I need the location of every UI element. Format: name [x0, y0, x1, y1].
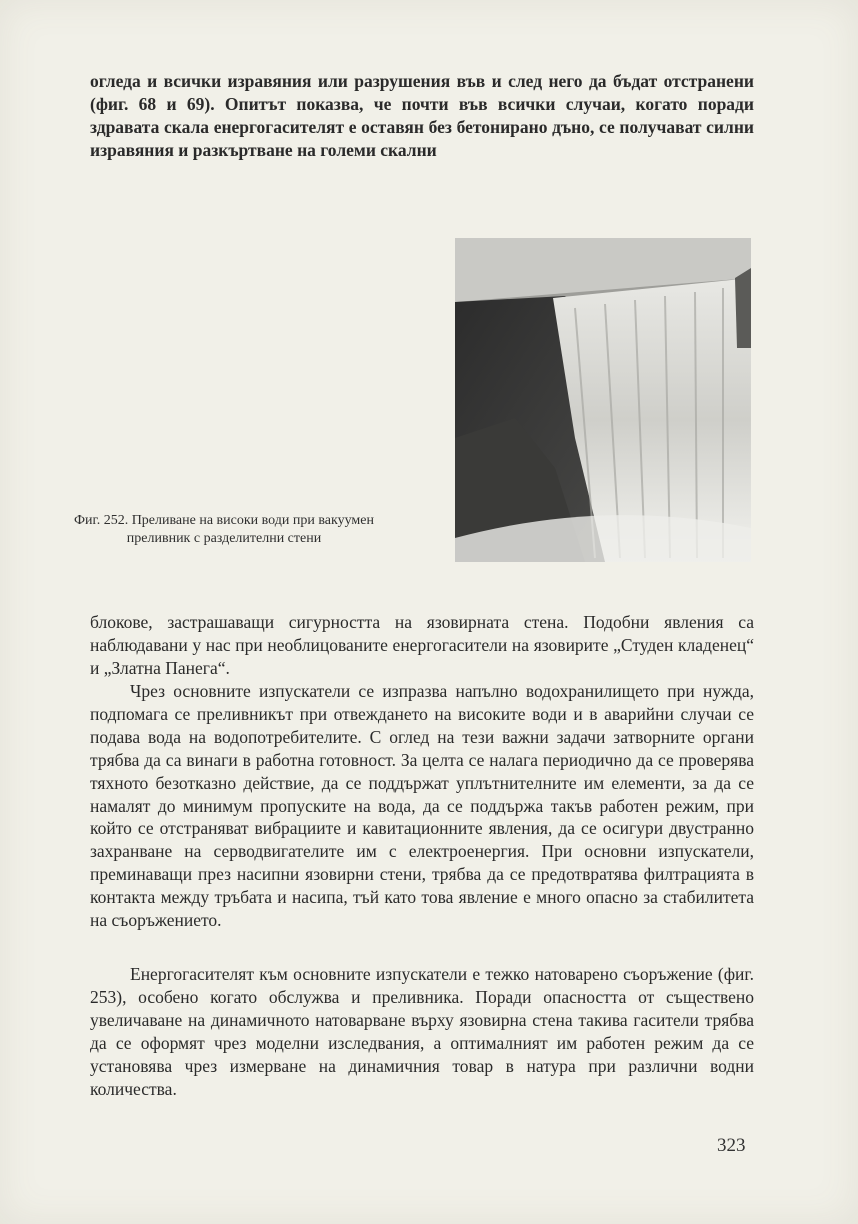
body-paragraph-continuation: блокове, застрашаващи сигурността на язовирната стена. Подобни явления са наблюдавани у нас при необлицованите енергогасители на язовирите „Студен кладенец“ и „Златна Панега“. — [90, 612, 754, 678]
page-number: 323 — [717, 1135, 746, 1156]
body-paragraph-2: Чрез основните изпускатели се изпразва напълно водохранилището при нужда, подпомага се преливникът при отвеждането на високите води и в аварийни случаи се подава вода на водопотребителите. С оглед на тези важни задачи затворните органи трябва да са винаги в работна готовност. За целта се налага периодично да се проверява тяхното безотказно действие, да се поддържат уплътнителните им елементи, за да се намалят до минимум пропуските на вода, да се поддържа такъв работен режим, при който се отстраняват вибрациите и кавитационните явления, да се осигури двустранно захранване на серводвигателите им с електроенергия. При основни изпускатели, преминаващи през насипни язовирни стени, трябва да се предотвратява филтрацията в контакта между тръбата и насипа, тъй като това явление е много опасно за стабилитета на съоръжението. — [90, 681, 754, 931]
figure-photo-spillway — [455, 238, 751, 562]
body-paragraph-top: огледа и всички изравяния или разрушения във и след него да бъдат отстранени (фиг. 68 и 69). Опитът показва, че почти във всички случаи, когато поради здравата скала енергогасителят е оставян без бетонирано дъно, се получават силни изравяния и разкъртване на големи скални — [90, 71, 754, 160]
body-paragraph-3: Енергогасителят към основните изпускатели е тежко натоварено съоръжение (фиг. 253), особено когато обслужва и преливника. Поради опасността от съществено увеличаване на динамичното натоварване върху язовирна стена такива гасители трябва да се оформят чрез моделни изследвания, а оптималният им работен режим да се установява чрез измерване на динамичния товар в натура при различни водни количества. — [90, 964, 754, 1099]
figure-caption: Фиг. 252. Преливане на високи води при вакуумен преливник с разделителни стени — [73, 513, 374, 546]
